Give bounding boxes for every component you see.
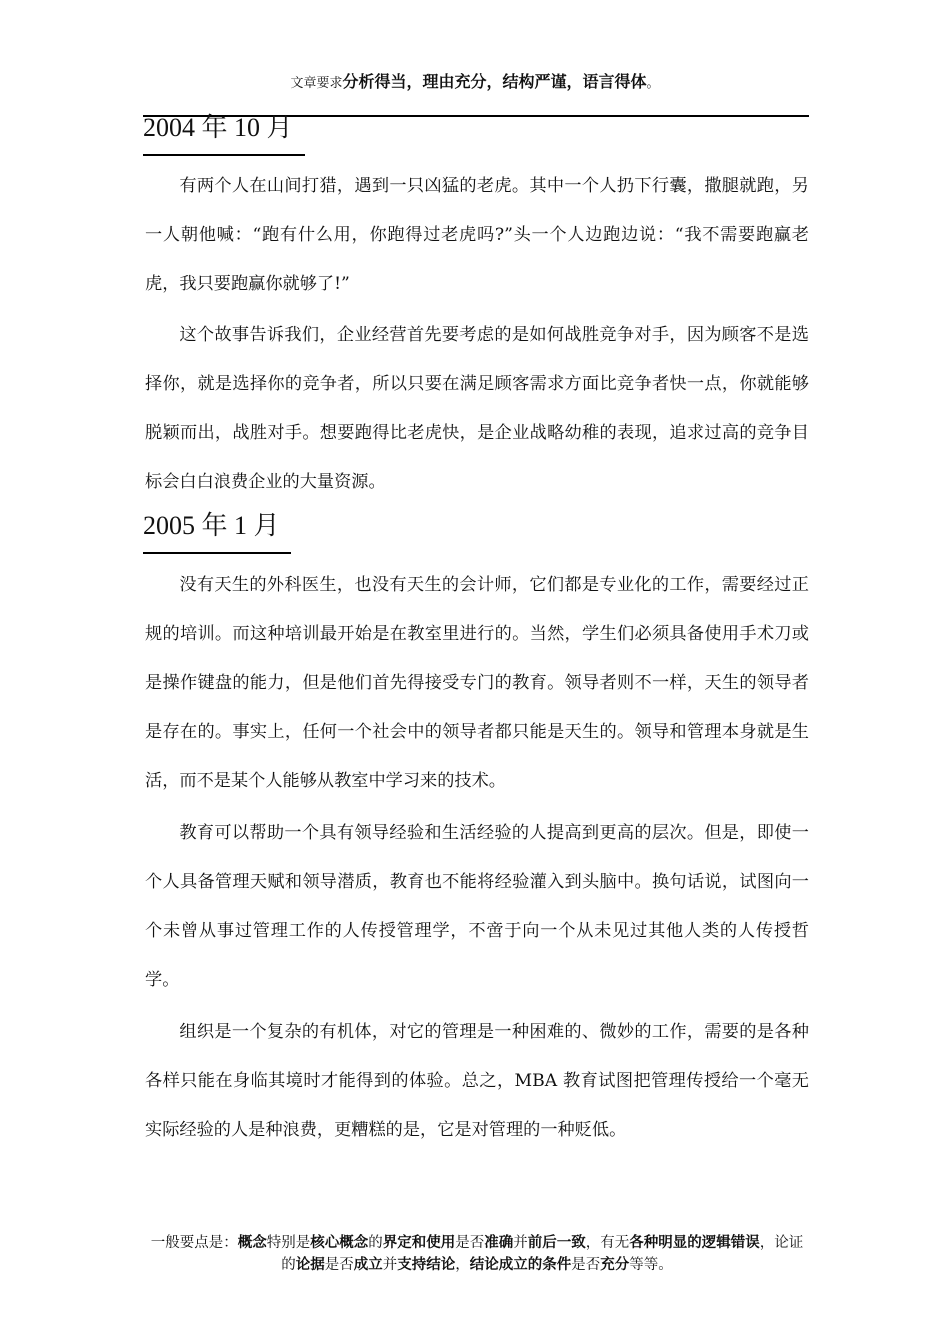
footer-text: 并 [513,1235,528,1251]
footer-text: 是否 [455,1235,485,1251]
footer-bold: 核心概念 [310,1235,369,1251]
paragraph: 有两个人在山间打猎，遇到一只凶猛的老虎。其中一个人扔下行囊，撒腿就跑，另一人朝他喊：“跑有什么用，你跑得过老虎吗?”头一个人边跑边说：“我不需要跑赢老虎，我只要跑赢你就够了!” [145,176,809,294]
paragraph: 这个故事告诉我们，企业经营首先要考虑的是如何战胜竞争对手，因为顾客不是选择你，就是选择你的竞争者，所以只要在满足顾客需求方面比竞争者快一点，你就能够脱颖而出，战胜对手。想要跑得比老虎快，是企业战略幼稚的表现，追求过高的竞争目标会白白浪费企业的大量资源。 [145,325,809,492]
paragraph: 组织是一个复杂的有机体，对它的管理是一种困难的、微妙的工作，需要的是各种各样只能在身临其境时才能得到的体验。总之，MBA 教育试图把管理传授给一个毫无实际经验的人是种浪费，更糟糕的是，它是对管理的一种贬低。 [145,1022,809,1140]
footer-bold: 前后一致 [527,1235,586,1251]
footer-bold: 支持结论 [397,1257,456,1273]
paragraph: 教育可以帮助一个具有领导经验和生活经验的人提高到更高的层次。但是，即使一个人具备管理天赋和领导潜质，教育也不能将经验灌入到头脑中。换句话说，试图向一个未曾从事过管理工作的人传授管理学，不啻于向一个从未见过其他人类的人传授哲学。 [145,823,809,990]
footer-text: ，论证的 [281,1235,804,1273]
footer-bold: 概念 [237,1235,267,1251]
requirements-main: 分析得当，理由充分，结构严谨，语言得体 [342,72,647,91]
footer-bold: 成立 [353,1257,383,1273]
section-date-2004-10: 2004 年 10 月 [143,113,293,142]
footer-bold: 各种明显的逻辑错误 [629,1235,760,1251]
footer-text: 特别是 [266,1235,311,1251]
footer-bold: 结论成立的条件 [469,1257,572,1273]
grading-points [145,1232,809,1276]
requirements-suffix: 。 [646,76,660,91]
section-date-underline [143,154,305,156]
footer-bold: 准确 [484,1235,514,1251]
footer-text: ， [455,1257,470,1273]
footer-bold: 界定和使用 [382,1235,456,1251]
footer-text: 是否 [571,1257,601,1273]
footer-text: 一般要点是： [150,1235,238,1251]
paragraph: 没有天生的外科医生，也没有天生的会计师，它们都是专业化的工作，需要经过正规的培训。而这种培训最开始是在教室里进行的。当然，学生们必须具备使用手术刀或是操作键盘的能力，但是他们首先得接受专门的教育。领导者则不一样，天生的领导者是存在的。事实上，任何一个社会中的领导者都只能是天生的。领导和管理本身就是生活，而不是某个人能够从教室中学习来的技术。 [145,575,809,791]
footer-text: 并 [382,1257,398,1273]
essay-requirements [0,70,950,96]
footer-text: ，有无 [585,1235,630,1251]
requirements-prefix: 文章要求 [290,76,343,91]
footer-bold: 论据 [295,1257,325,1273]
footer-text: 的 [368,1235,383,1251]
section-date-underline [143,552,291,554]
footer-bold: 充分 [600,1257,630,1273]
section-date-2005-1: 2005 年 1 月 [143,511,280,540]
footer-text: 等等。 [629,1257,673,1273]
footer-text: 是否 [324,1257,354,1273]
